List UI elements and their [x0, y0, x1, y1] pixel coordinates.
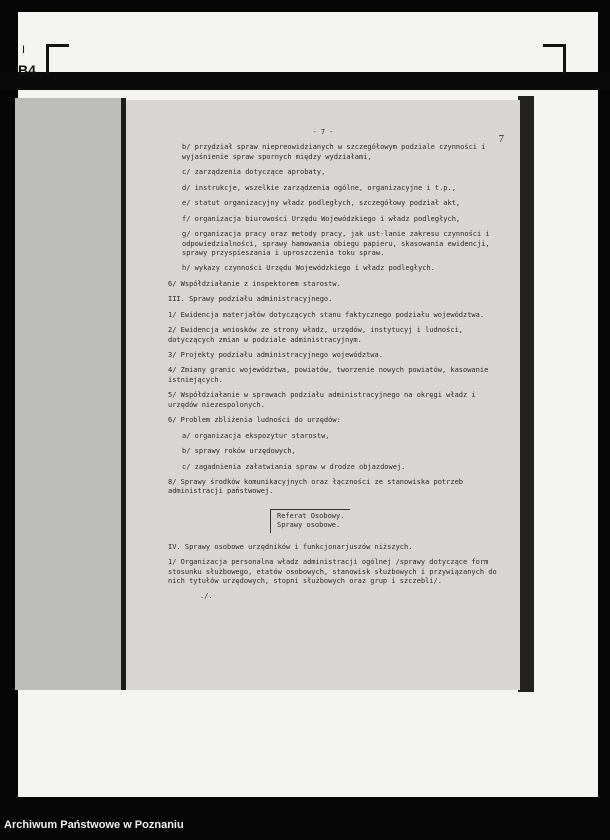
text-line: g/ organizacja pracy oraz metody pracy, jak ust-lanie zakresu czynności i odpowiedzialności, sprawy hamowania obiegu papieru, skasowania ewidencji, sprawy przyspieszania i uproszczenia toku spraw. — [182, 230, 490, 257]
document-body-continued — [146, 543, 500, 602]
page-shadow — [518, 96, 534, 692]
text-line: 6/ Problem zbliżenia ludności do urzędów: — [168, 416, 341, 425]
text-line: d/ instrukcje, wszelkie zarządzenia ogólne, organizacyjne i t.p., — [182, 183, 456, 192]
page-number: - 7 - — [312, 128, 334, 136]
text-line: c/ zarządzenia dotyczące aprobaty, — [182, 168, 326, 177]
text-line: 1/ Ewidencja materjałów dotyczących stanu faktycznego podziału województwa. — [168, 310, 485, 319]
text-line: f/ organizacja biurowości Urzędu Wojewódzkiego i władz podległych, — [182, 214, 461, 223]
box-line-2: Sprawy osobowe. — [277, 521, 341, 530]
text-line: III. Sprawy podziału administracyjnego. — [168, 295, 333, 304]
film-black-band — [0, 72, 610, 90]
text-line: h/ wykazy czynności Urzędu Wojewódzkiego i władz podległych. — [182, 264, 435, 273]
text-line: c/ zagadnienia załatwiania spraw w drodze objazdowej. — [182, 462, 406, 471]
frame-mark: I — [22, 44, 26, 56]
previous-page-edge — [15, 98, 123, 690]
frame-label: B4 — [18, 62, 36, 78]
text-line: e/ statut organizacyjny władz podległych, szczegółowy podział akt, — [182, 199, 461, 208]
text-line: 1/ Organizacja personalna władz administracji ogólnej /sprawy dotyczące form stosunku służbowego, etatów osobowych, stanowisk służbowych i przywiązanych do nich tytułów urzędowych, stopni służbowych oraz grup i szczebli/. — [168, 558, 497, 585]
text-line: IV. Sprawy osobowe urzędników i funkcjonarjuszów niższych. — [168, 542, 413, 551]
text-line: 3/ Projekty podziału administracyjnego województwa. — [168, 351, 383, 359]
text-line: 2/ Ewidencja wniosków ze strony władz, urzędów, instytucyj i ludności, dotyczących zmian w podziale administracyjnym. — [168, 326, 464, 344]
text-line: 5/ Współdziałanie w sprawach podziału administracyjnego na okręgi władz i urzędów niezespolonych. — [168, 391, 476, 409]
text-line: a/ organizacja ekspozytur starostw, — [182, 431, 330, 440]
text-line: 8/ Sprawy środków komunikacyjnych oraz łączności ze stanowiska potrzeb administracji państwowej. — [168, 477, 464, 496]
text-line: b/ przydział spraw niepreowidzianych w szczegółowym podziale czynności i wyjaśnienie spraw spornych między wydziałami, — [182, 143, 486, 161]
box-line-1: Referat Osobowy. — [277, 511, 345, 520]
text-line: 6/ Współdziałanie z inspektorem starostw. — [168, 279, 341, 288]
document-page — [126, 100, 520, 690]
corner-marker-left — [46, 44, 69, 75]
document-body — [146, 143, 500, 496]
archive-label: Archiwum Państwowe w Poznaniu — [4, 819, 184, 831]
text-line: b/ sprawy roków urzędowych, — [182, 447, 296, 456]
text-line: 4/ Zmiany granic województwa, powiatów, tworzenie nowych powiatów, kasowanie istniejących. — [168, 366, 489, 384]
text-line: ./. — [200, 592, 213, 601]
handwritten-page-number: 7 — [498, 133, 504, 145]
section-box — [270, 509, 350, 533]
corner-marker-right — [543, 44, 566, 75]
